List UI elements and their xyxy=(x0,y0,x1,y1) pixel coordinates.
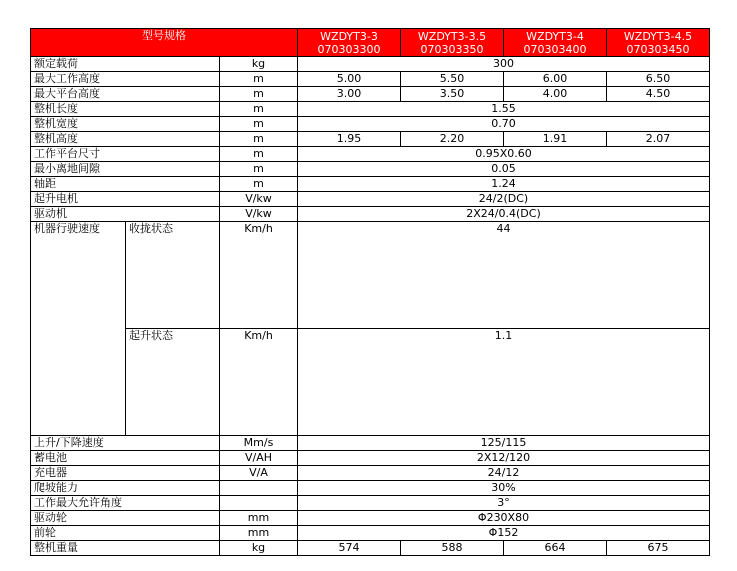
row-unit: V/kw xyxy=(220,192,298,207)
table-row xyxy=(31,222,710,329)
row-label: 最小离地间隙 xyxy=(31,162,220,177)
model-name: WZDYT3-4.5 xyxy=(623,29,693,43)
row-label: 爬坡能力 xyxy=(31,481,220,496)
row-value: 3° xyxy=(298,496,710,511)
header-model-3 xyxy=(504,29,607,57)
row-value: 2.07 xyxy=(607,132,710,147)
row-label: 整机重量 xyxy=(31,541,220,556)
row-label: 起升电机 xyxy=(31,192,220,207)
table-row xyxy=(31,117,710,132)
row-value: 2X12/120 xyxy=(298,451,710,466)
row-label: 最大平台高度 xyxy=(31,87,220,102)
model-code: 070303300 xyxy=(317,42,381,56)
row-value: Φ230X80 xyxy=(298,511,710,526)
row-unit: V/kw xyxy=(220,207,298,222)
row-value: 1.1 xyxy=(298,329,710,436)
row-value: 1.55 xyxy=(298,102,710,117)
row-unit: m xyxy=(220,72,298,87)
row-value: 1.91 xyxy=(504,132,607,147)
header-row xyxy=(31,29,710,57)
row-label: 前轮 xyxy=(31,526,220,541)
table-row xyxy=(31,481,710,496)
row-unit: Mm/s xyxy=(220,436,298,451)
row-value: 1.95 xyxy=(298,132,401,147)
row-sublabel: 收拢状态 xyxy=(126,222,220,329)
row-value: 125/115 xyxy=(298,436,710,451)
row-unit: V/A xyxy=(220,466,298,481)
row-value: 574 xyxy=(298,541,401,556)
header-label-text: 型号规格 xyxy=(142,29,186,42)
table-row xyxy=(31,177,710,192)
row-unit: m xyxy=(220,87,298,102)
row-value: 0.05 xyxy=(298,162,710,177)
spec-table xyxy=(30,28,710,556)
row-value: 6.50 xyxy=(607,72,710,87)
row-label: 工作平台尺寸 xyxy=(31,147,220,162)
row-value: 24/12 xyxy=(298,466,710,481)
row-value: 44 xyxy=(298,222,710,329)
row-label: 驱动轮 xyxy=(31,511,220,526)
row-value: 4.00 xyxy=(504,87,607,102)
table-row xyxy=(31,451,710,466)
row-value: 588 xyxy=(401,541,504,556)
header-model-2 xyxy=(401,29,504,57)
row-label: 整机高度 xyxy=(31,132,220,147)
row-value: 0.70 xyxy=(298,117,710,132)
table-row xyxy=(31,87,710,102)
row-unit: mm xyxy=(220,526,298,541)
table-row xyxy=(31,132,710,147)
row-label: 额定载荷 xyxy=(31,57,220,72)
table-row xyxy=(31,526,710,541)
row-value: Φ152 xyxy=(298,526,710,541)
model-code: 070303350 xyxy=(420,42,484,56)
table-row xyxy=(31,102,710,117)
header-label xyxy=(31,29,298,57)
row-unit: m xyxy=(220,177,298,192)
row-sublabel: 起升状态 xyxy=(126,329,220,436)
row-unit: V/AH xyxy=(220,451,298,466)
row-unit: Km/h xyxy=(220,222,298,329)
row-value: 2.20 xyxy=(401,132,504,147)
row-unit: kg xyxy=(220,57,298,72)
row-label: 机器行驶速度 xyxy=(31,222,126,436)
row-label: 工作最大允许角度 xyxy=(31,496,220,511)
model-name: WZDYT3-3.5 xyxy=(417,29,487,43)
row-unit: m xyxy=(220,147,298,162)
table-row xyxy=(31,192,710,207)
row-value: 675 xyxy=(607,541,710,556)
table-row xyxy=(31,72,710,87)
row-unit: m xyxy=(220,117,298,132)
table-row xyxy=(31,436,710,451)
header-model-4 xyxy=(607,29,710,57)
row-value: 2X24/0.4(DC) xyxy=(298,207,710,222)
row-label: 最大工作高度 xyxy=(31,72,220,87)
row-label: 上升/下降速度 xyxy=(31,436,220,451)
row-label: 整机宽度 xyxy=(31,117,220,132)
table-row xyxy=(31,162,710,177)
row-value: 3.00 xyxy=(298,87,401,102)
table-row xyxy=(31,511,710,526)
row-value: 5.00 xyxy=(298,72,401,87)
table-row xyxy=(31,329,710,436)
row-label: 整机长度 xyxy=(31,102,220,117)
row-value: 4.50 xyxy=(607,87,710,102)
row-unit: m xyxy=(220,102,298,117)
table-row xyxy=(31,57,710,72)
row-unit: kg xyxy=(220,541,298,556)
table-row xyxy=(31,147,710,162)
row-label: 蓄电池 xyxy=(31,451,220,466)
model-code: 070303400 xyxy=(523,42,587,56)
table-row xyxy=(31,541,710,556)
header-model-1 xyxy=(298,29,401,57)
table-row xyxy=(31,466,710,481)
table-row xyxy=(31,207,710,222)
model-name: WZDYT3-3 xyxy=(320,29,378,43)
row-value: 3.50 xyxy=(401,87,504,102)
row-value: 1.24 xyxy=(298,177,710,192)
row-value: 5.50 xyxy=(401,72,504,87)
row-unit: mm xyxy=(220,511,298,526)
row-unit: m xyxy=(220,132,298,147)
row-value: 6.00 xyxy=(504,72,607,87)
row-label: 充电器 xyxy=(31,466,220,481)
row-value: 24/2(DC) xyxy=(298,192,710,207)
row-value: 664 xyxy=(504,541,607,556)
model-code: 070303450 xyxy=(626,42,690,56)
table-row xyxy=(31,496,710,511)
model-name: WZDYT3-4 xyxy=(526,29,584,43)
row-value: 30% xyxy=(298,481,710,496)
row-unit: m xyxy=(220,162,298,177)
row-unit xyxy=(220,481,298,496)
row-value: 0.95X0.60 xyxy=(298,147,710,162)
row-unit: Km/h xyxy=(220,329,298,436)
row-unit xyxy=(220,496,298,511)
row-label: 轴距 xyxy=(31,177,220,192)
row-label: 驱动机 xyxy=(31,207,220,222)
row-value: 300 xyxy=(298,57,710,72)
